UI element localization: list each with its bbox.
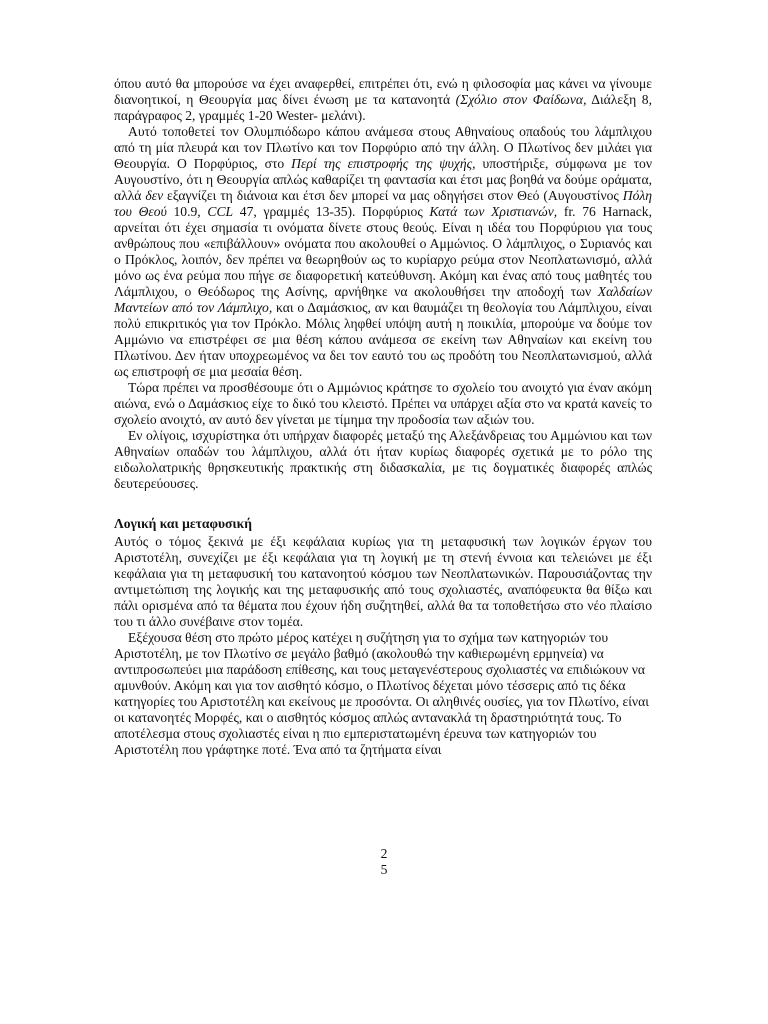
italic-text: δεν [145,188,164,203]
text-run: Εν ολίγοις, ισχυρίστηκα ότι υπήρχαν διαφορές μεταξύ της Αλεξάνδρειας του Αμμώνιου και των Αθηναίων οπαδών του λάμπλιχου, αλλά ότι ήταν κυρίως διαφορές σχετικά με το ρόλο της ειδωλολατρικής θρησκευτικής πρακτικής στη διδασκαλία, με τις δογματικές διαφορές απλώς δευτερεύουσες. [114,428,652,491]
text-run: και ο Δαμάσκιος, αν και θαυμάζει τη θεολογία του Λάμπλιχου, είναι πολύ επικριτικός για τον Πρόκλο. Μόλις ληφθεί υπόψη αυτή η ποικιλία, μπορούμε να δούμε τον Αμμώνιο να επιστρέφει σε μια θέση κάπου ανάμεσα σε εκείνη των Αθηναίων και εκείνη του Πλωτίνου. Δεν ήταν υποχρεωμένος να δει τον εαυτό του ως προδότη του Νεοπλατωνισμού, αλλά ως επιστροφή σε μια μεσαία θέση. [114,300,652,379]
italic-text: CCL [207,204,234,219]
document-body [114,76,652,758]
text-run: Εξέχουσα θέση στο πρώτο μέρος κατέχει η συζήτηση για το σχήμα των κατηγοριών του Αριστοτέλη, με τον Πλωτίνο σε μεγάλο βαθμό (ακολουθώ την καθιερωμένη ερμηνεία) να αντιπροσωπεύει μια παράδοση επίθεσης, και τους μεταγενέστερους σχολιαστές να επιδιώκουν να αμυνθούν. Ακόμη και για τον αισθητό κόσμο, ο Πλωτίνος δέχεται μόνο τέσσερις από τις δέκα κατηγορίες του Αριστοτέλη και εκείνους με προσόντα. Οι αληθινές ουσίες, για τον Πλωτίνο, είναι οι κατανοητές Μορφές, και ο αισθητός κόσμος απλώς αντανακλά τη δραστηριότητά τους. Το αποτέλεσμα στους σχολιαστές είναι η πιο εμπεριστατωμένη έρευνα των κατηγοριών του Αριστοτέλη που γράφτηκε ποτέ. Ένα από τα ζητήματα είναι [114,630,649,757]
text-run: εξαγνίζει τη διάνοια και έτσι δεν μπορεί να μας οδηγήσει στον Θεό (Αυγουστίνος [163,188,623,203]
text-run: 10.9, [166,204,208,219]
page-number-line-1: 2 [380,846,388,861]
page-number [374,846,394,878]
text-run: όπου αυτό θα μπορούσε να έχει αναφερθεί, επιτρέπει ότι, ενώ η φιλοσοφία μας κάνει να γίνουμε διανοητικοί, η Θεουργία μας δίνει ένωση με τα κατανοητά [114,76,652,107]
paragraph [114,428,652,492]
italic-text: Χαλδαίων Μαντείων από τον Λάμπλιχο, [114,284,652,315]
text-run: Τώρα πρέπει να προσθέσουμε ότι ο Αμμώνιος κράτησε το σχολείο του ανοιχτό για έναν ακόμη αιώνα, ενώ ο Δαμάσκιος είχε το δικό του κλειστό. Πρέπει να υπάρχει αξία στο να κρατά κανείς το σχολείο ανοιχτό, αν αυτό δεν γίνεται με τίμημα την προδοσία των αξιών του. [114,380,652,427]
paragraph [114,76,652,124]
section-heading [114,516,652,532]
italic-text: (Σχόλιο στον Φαίδωνα, [455,92,587,107]
italic-text: Περί της επιστροφής της ψυχής, [291,156,476,171]
italic-text: Πόλη του Θεού [114,188,652,219]
paragraph [114,380,652,428]
text-run: Διάλεξη 8, παράγραφος 2, γραμμές 1-20 Wester- μελάνι). [114,92,652,123]
text-run: Αυτό τοποθετεί τον Ολυμπιόδωρο κάπου ανάμεσα στους Αθηναίους οπαδούς του λάμπλιχου από τη μία πλευρά και τον Πλωτίνο και τον Πορφύριο από την άλλη. Ο Πλωτίνος δεν μιλάει για Θεουργία. Ο Πορφύριος, στο [114,124,652,171]
paragraph [114,630,652,758]
text-run: Λογική και μεταφυσική [114,516,252,531]
page-number-line-2: 5 [380,862,388,877]
text-run: Αυτός ο τόμος ξεκινά με έξι κεφάλαια κυρίως για τη μεταφυσική των λογικών έργων του Αριστοτέλη, συνεχίζει με έξι κεφάλαια για τη λογική με τη στενή έννοια και τελειώνει με έξι κεφάλαια για τη μεταφυσική του κατανοητού κόσμου των Νεοπλατωνικών. Παρουσιάζοντας την αντιμετώπιση της λογικής και της μεταφυσικής από τους σχολιαστές, αναπόφευκτα θα θίξω και πάλι ορισμένα από τα θέματα που έχουν ήδη συζητηθεί, αλλά θα τα τοποθετήσω στο νέο πλαίσιο του τι άλλο συνέβαινε στον τομέα. [114,534,652,629]
text-run: 47, γραμμές 13-35). Πορφύριος [233,204,430,219]
paragraph [114,124,652,380]
paragraph [114,534,652,630]
text-run: fr. 76 Harnack, αρνείται ότι έχει σημασία τι ονόματα δίνετε στους θεούς. Είναι η ιδέα του Πορφύριου για τους ανθρώπους που «επιβάλλουν» ονόματα που ακολουθεί ο Αμμώνιος. Ο λάμπλιχος, ο Συριανός και ο Πρόκλος, λοιπόν, δεν πρέπει να θεωρηθούν ως το κυρίαρχο ρεύμα στον Νεοπλατωνισμό, αλλά μόνο ως ένα ρεύμα που πήγε σε διαφορετική κατεύθυνση. Ακόμη και ένας από τους μαθητές του Λάμπλιχου, ο Θεόδωρος της Ασίνης, αρνήθηκε να ακολουθήσει την αποδοχή των [114,204,652,299]
text-run: υποστήριξε, σύμφωνα με τον Αυγουστίνο, ότι η Θεουργία απλώς καθαρίζει τη φαντασία και έτσι μας βοηθά να δούμε οράματα, αλλά [114,156,652,203]
italic-text: Κατά των Χριστιανών, [429,204,558,219]
